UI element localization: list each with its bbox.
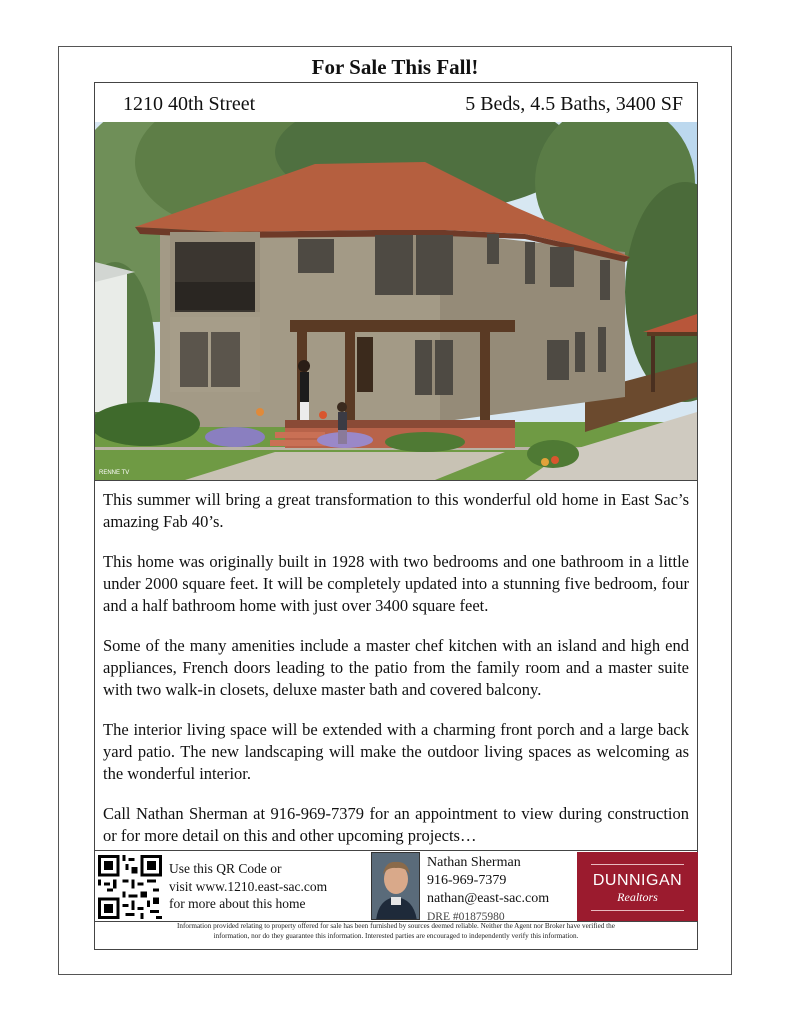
agent-email[interactable]: nathan@east-sac.com — [427, 891, 550, 906]
house-rendering — [95, 122, 697, 481]
description-paragraph: This home was originally built in 1928 with two bedrooms and one bathroom in a little under 2000 square feet. It will be completely updated into a stunning five bedroom, four and a half bathroom home with just over 3400 square feet. — [103, 552, 689, 615]
qr-code-icon[interactable] — [98, 855, 162, 919]
description-paragraph: Some of the many amenities include a master chef kitchen with an island and high end appliances, French doors leading to the patio from the family room and a master suite with two walk-in closets, deluxe master bath and covered balcony. — [103, 636, 689, 699]
agent-name: Nathan Sherman — [427, 855, 521, 870]
agent-contact — [427, 854, 549, 926]
agent-phone[interactable]: 916-969-7379 — [427, 873, 507, 888]
address-row — [95, 83, 697, 123]
description-paragraph: The interior living space will be extended with a charming front porch and a large back yard patio. The new landscaping will make the outdoor living spaces as welcoming as the wonderful interior. — [103, 720, 689, 783]
flyer-panel — [94, 82, 698, 950]
property-specs: 5 Beds, 4.5 Baths, 3400 SF — [465, 93, 683, 115]
dunnigan-logo — [577, 852, 698, 921]
logo-sub: Realtors — [617, 890, 658, 904]
website-link[interactable]: visit www.1210.east-sac.com — [169, 878, 328, 894]
property-description — [103, 489, 689, 865]
contact-footer — [95, 850, 697, 922]
qr-instructions — [169, 860, 327, 913]
legal-disclaimer — [95, 922, 697, 941]
logo-rule-bottom — [591, 910, 684, 911]
disclaimer-line: information, nor do they guarantee this information. Interested parties are encouraged to independently verify this information. — [213, 931, 579, 940]
photo-credit: RENNE TV — [99, 470, 130, 476]
qr-text-line: Use this QR Code or — [169, 861, 282, 876]
qr-text-line: for more about this home — [169, 896, 306, 911]
description-paragraph: Call Nathan Sherman at 916-969-7379 for an appointment to view during construction or for more detail on this and other upcoming projects… — [103, 804, 689, 845]
disclaimer-line: Information provided relating to property offered for sale has been furnished by sources deemed reliable. Neither the Agent nor Broker have verified the — [177, 922, 615, 930]
logo-rule-top — [591, 864, 684, 865]
agent-avatar — [371, 852, 420, 920]
flyer-title: For Sale This Fall! — [311, 55, 479, 79]
logo-brand: DUNNIGAN — [592, 872, 683, 889]
description-paragraph: This summer will bring a great transformation to this wonderful old home in East Sac’s amazing Fab 40’s. — [103, 490, 689, 531]
agent-license: DRE #01875980 — [427, 911, 505, 923]
flyer-page — [58, 46, 732, 975]
property-address: 1210 40th Street — [123, 93, 256, 115]
